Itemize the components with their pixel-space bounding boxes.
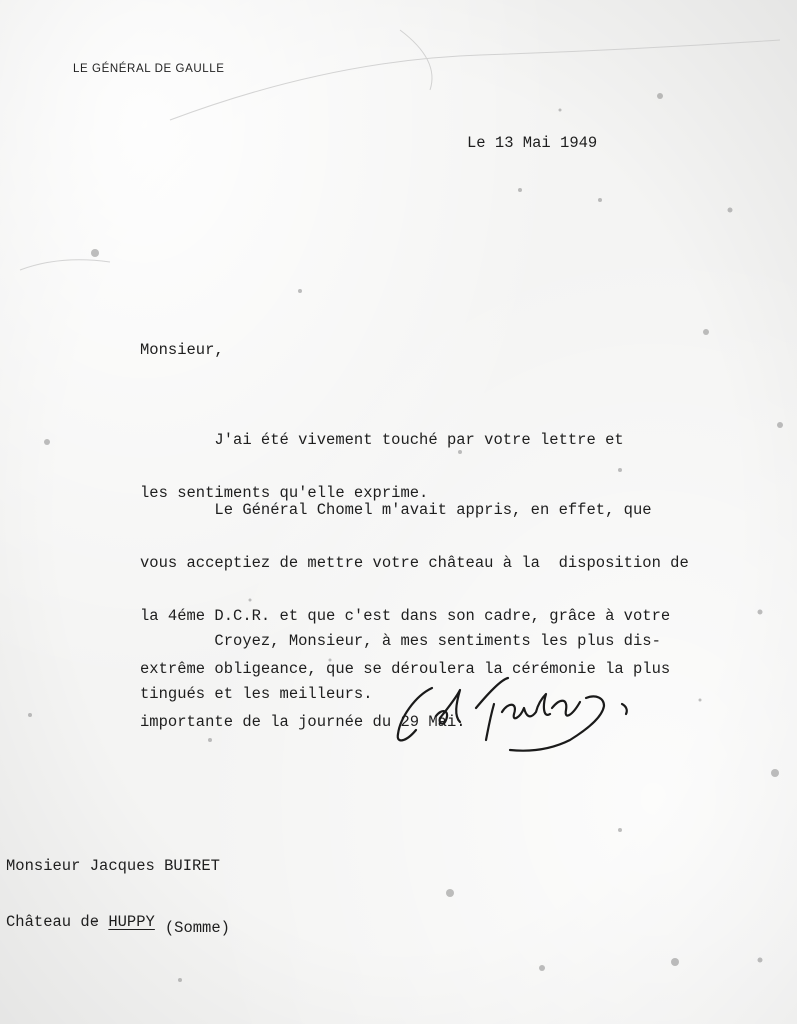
salutation: Monsieur, <box>140 341 224 359</box>
paragraph-line: extrême obligeance, que se déroulera la cérémonie la plus <box>140 660 671 678</box>
letter-date: Le 13 Mai 1949 <box>467 134 598 152</box>
paragraph-line: Le Général Chomel m'avait appris, en effet, que <box>140 501 652 519</box>
paragraph-line: importante de la journée du 29 Mai. <box>140 713 466 731</box>
location-prefix: Château de <box>6 913 109 931</box>
recipient-name: Monsieur Jacques BUIRET <box>6 857 220 875</box>
location-region: (Somme) <box>164 919 230 937</box>
paragraph-line: tingués et les meilleurs. <box>140 685 373 703</box>
paragraph-line: la 4éme D.C.R. et que c'est dans son cadre, grâce à votre <box>140 607 671 625</box>
recipient-address <box>6 820 230 968</box>
paragraph-line: vous acceptiez de mettre votre château à la disposition de <box>140 554 689 572</box>
recipient-location <box>6 912 230 937</box>
letterhead: LE GÉNÉRAL DE GAULLE <box>73 63 225 75</box>
paragraph-line: les sentiments qu'elle exprime. <box>140 484 429 502</box>
location-place: HUPPY <box>108 913 155 931</box>
paragraph-line: Croyez, Monsieur, à mes sentiments les plus dis- <box>140 632 661 650</box>
handwritten-signature <box>390 668 650 758</box>
paragraph-line: J'ai été vivement touché par votre lettre et <box>140 431 624 449</box>
